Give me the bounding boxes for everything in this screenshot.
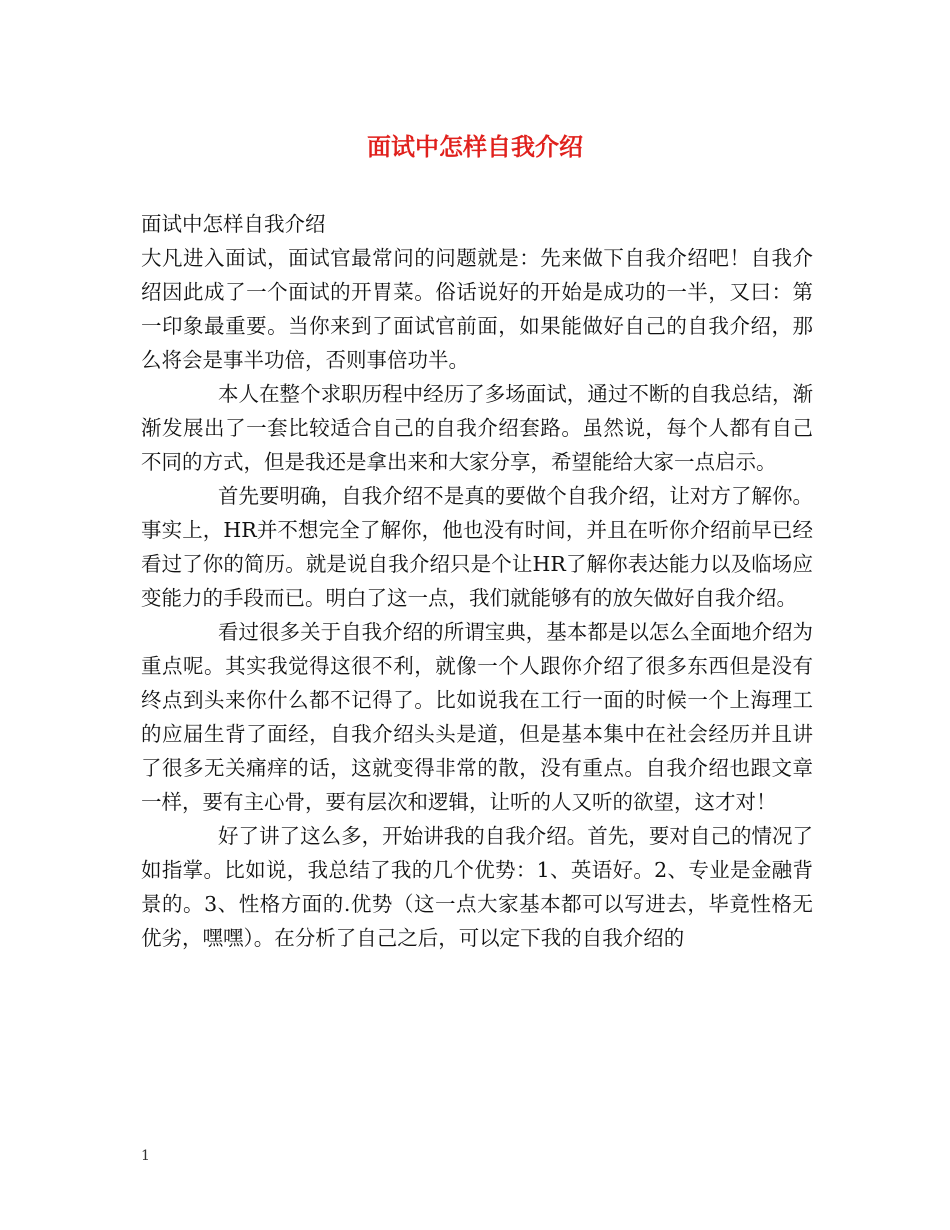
paragraph-2: 本人在整个求职历程中经历了多场面试，通过不断的自我总结，渐渐发展出了一套比较适合自己的自我介绍套路。虽然说，每个人都有自己不同的方式，但是我还是拿出来和大家分享，希望能给大家一点启示。 <box>141 382 813 474</box>
paragraph-5: 好了讲了这么多，开始讲我的自我介绍。首先，要对自己的情况了如指掌。比如说，我总结了我的几个优势：1、英语好。2、专业是金融背景的。3、性格方面的.优势（这一点大家基本都可以写进去，毕竟性格无优劣，嘿嘿）。在分析了自己之后，可以定下我的自我介绍的 <box>141 824 813 950</box>
paragraph-1: 大凡进入面试，面试官最常问的问题就是：先来做下自我介绍吧！自我介绍因此成了一个面试的开胃菜。俗话说好的开始是成功的一半，又曰：第一印象最重要。当你来到了面试官前面，如果能做好自己的自我介绍，那么将会是事半功倍，否则事倍功半。 <box>141 246 813 372</box>
paragraph-3: 首先要明确，自我介绍不是真的要做个自我介绍，让对方了解你。事实上，HR并不想完全了解你，他也没有时间，并且在听你介绍前早已经看过了你的简历。就是说自我介绍只是个让HR了解你表达能力以及临场应变能力的手段而已。明白了这一点，我们就能够有的放矢做好自我介绍。 <box>141 484 813 610</box>
document-title: 面试中怎样自我介绍 <box>367 132 583 161</box>
subtitle-line: 面试中怎样自我介绍 <box>141 212 326 236</box>
paragraph-4: 看过很多关于自我介绍的所谓宝典，基本都是以怎么全面地介绍为重点呢。其实我觉得这很不利，就像一个人跟你介绍了很多东西但是没有终点到头来你什么都不记得了。比如说我在工行一面的时候一个上海理工的应届生背了面经，自我介绍头头是道，但是基本集中在社会经历并且讲了很多无关痛痒的话，这就变得非常的散，没有重点。自我介绍也跟文章一样，要有主心骨，要有层次和逻辑，让听的人又听的欲望，这才对！ <box>141 620 813 814</box>
page-number: 1 <box>141 1148 150 1164</box>
document-body <box>141 207 813 955</box>
